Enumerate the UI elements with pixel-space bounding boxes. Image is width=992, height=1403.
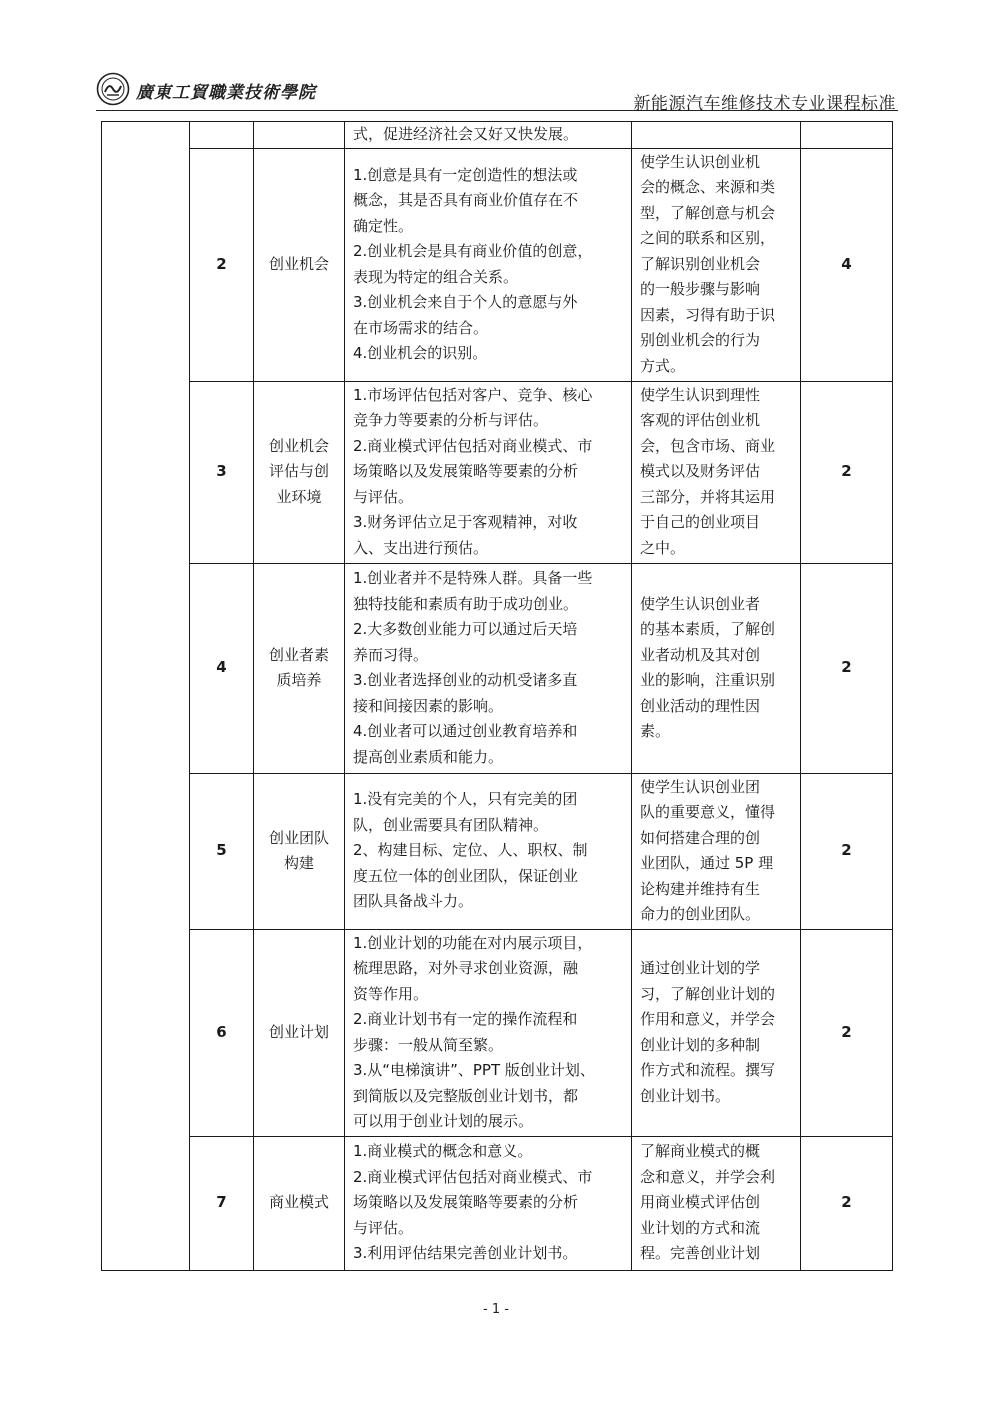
content-line: 3.财务评估立足于客观精神，对收 — [353, 513, 578, 532]
content-line: 1.商业模式的概念和意义。 — [353, 1142, 533, 1161]
num-cell — [190, 122, 254, 149]
module-cell — [102, 122, 190, 1271]
content-line: 队，创业需要具有团队精神。 — [353, 815, 549, 834]
goal-line: 会的概念、来源和类 — [640, 178, 776, 197]
content-line: 在市场需求的结合。 — [353, 318, 489, 337]
item-goal — [632, 563, 801, 773]
content-line: 养而习得。 — [353, 645, 429, 664]
goal-line: 通过创业计划的学 — [640, 959, 761, 977]
school-name: 廣東工貿職業技術學院 — [136, 83, 316, 103]
goal-line: 业的影响，注重识别 — [640, 671, 776, 689]
curriculum-table — [101, 121, 893, 1271]
item-title — [254, 148, 345, 381]
goal-line: 素。 — [640, 722, 671, 740]
goal-line: 客观的评估创业机 — [640, 411, 761, 430]
table-row — [102, 1136, 893, 1270]
item-content — [345, 148, 632, 381]
goal-line: 会，包含市场、商业 — [640, 436, 776, 455]
hours-cell — [801, 122, 893, 149]
content-line: 3.创业者选择创业的动机受诸多直 — [353, 671, 578, 689]
page-header — [96, 70, 898, 114]
goal-line: 方式。 — [640, 356, 686, 375]
goal-line: 于自己的创业项目 — [640, 513, 761, 532]
title-line: 创业者素 — [268, 645, 329, 664]
goal-line: 习，了解创业计划的 — [640, 984, 776, 1003]
goal-line: 业团队，通过 5P 理 — [640, 854, 774, 872]
item-number: 6 — [190, 929, 254, 1136]
goal-line: 业者动机及其对创 — [640, 645, 761, 664]
goal-line: 创业计划的多种制 — [640, 1035, 761, 1054]
content-line: 到简版以及完整版创业计划书，都 — [353, 1086, 579, 1105]
content-line: 式，促进经济社会又好又快发展。 — [353, 125, 579, 143]
item-title — [254, 381, 345, 563]
content-line: 接和间接因素的影响。 — [353, 696, 504, 715]
title-line: 业环境 — [276, 487, 322, 506]
content-line: 概念，其是否具有商业价值存在不 — [353, 191, 579, 209]
content-line: 2.商业计划书有一定的操作流程和 — [353, 1010, 578, 1028]
content-line: 可以用于创业计划的展示。 — [353, 1112, 534, 1130]
goal-line: 使学生认识创业机 — [640, 152, 761, 171]
title-line: 质培养 — [276, 671, 322, 689]
goal-line: 队的重要意义，懂得 — [640, 803, 776, 821]
content-line: 步骤：一般从简至繁。 — [353, 1035, 504, 1054]
title-line: 创业机会 — [268, 436, 329, 455]
content-line: 1.创意是具有一定创造性的想法或 — [353, 165, 578, 184]
page-number: - 1 - — [483, 1302, 509, 1317]
content-line: 与评估。 — [353, 487, 414, 506]
content-line: 入、支出进行预估。 — [353, 538, 489, 557]
goal-line: 业计划的方式和流 — [640, 1218, 761, 1237]
content-line: 2.大多数创业能力可以通过后天培 — [353, 620, 578, 638]
item-title — [254, 773, 345, 929]
item-title — [254, 929, 345, 1136]
goal-line: 如何搭建合理的创 — [640, 828, 761, 847]
item-title — [254, 563, 345, 773]
content-line: 场策略以及发展策略等要素的分析 — [353, 462, 579, 481]
goal-line: 使学生认识创业团 — [640, 777, 761, 796]
course-title: 新能源汽车维修技术专业课程标准 — [633, 94, 896, 114]
goal-line: 三部分，并将其运用 — [640, 487, 776, 506]
goal-line: 了解识别创业机会 — [640, 254, 761, 273]
goal-line: 使学生认识创业者 — [640, 594, 761, 613]
item-content — [345, 381, 632, 563]
item-hours: 2 — [801, 381, 893, 563]
item-content — [345, 773, 632, 929]
goal-line: 创业计划书。 — [640, 1086, 731, 1105]
item-number: 3 — [190, 381, 254, 563]
item-hours: 2 — [801, 929, 893, 1136]
item-number: 2 — [190, 148, 254, 381]
content-line: 独特技能和素质有助于成功创业。 — [353, 594, 579, 613]
goal-line: 的基本素质，了解创 — [640, 620, 776, 638]
goal-line: 念和意义，并学会利 — [640, 1167, 776, 1186]
content-line: 表现为特定的组合关系。 — [353, 267, 519, 286]
table-row — [102, 929, 893, 1136]
table-row — [102, 563, 893, 773]
content-line: 提高创业素质和能力。 — [353, 747, 504, 766]
goal-line: 命力的创业团队。 — [640, 905, 761, 923]
content-line: 团队具备战斗力。 — [353, 892, 474, 911]
goal-line: 之间的联系和区别， — [640, 229, 776, 248]
goal-line: 论构建并维持有生 — [640, 879, 761, 898]
title-line: 创业计划 — [268, 1022, 329, 1041]
header-divider — [96, 110, 898, 111]
content-line: 场策略以及发展策略等要素的分析 — [353, 1193, 579, 1212]
content-line: 3.从“电梯演讲”、PPT 版创业计划、 — [353, 1061, 595, 1079]
title-line: 商业模式 — [268, 1193, 329, 1212]
goal-line: 的一般步骤与影响 — [640, 280, 761, 299]
content-line: 3.利用评估结果完善创业计划书。 — [353, 1244, 578, 1263]
content-line: 1.没有完美的个人，只有完美的团 — [353, 790, 578, 809]
title-cell — [254, 122, 345, 149]
goal-line: 创业活动的理性因 — [640, 696, 761, 715]
table-row — [102, 773, 893, 929]
content-line: 1.市场评估包括对客户、竞争、核心 — [353, 385, 593, 404]
item-goal — [632, 381, 801, 563]
title-line: 评估与创 — [268, 462, 329, 481]
table-row — [102, 381, 893, 563]
item-content — [345, 563, 632, 773]
item-goal — [632, 929, 801, 1136]
content-line: 与评估。 — [353, 1218, 414, 1237]
item-content — [345, 929, 632, 1136]
content-line: 梳理思路，对外寻求创业资源，融 — [353, 959, 579, 977]
item-number: 7 — [190, 1136, 254, 1270]
goal-line: 使学生认识到理性 — [640, 385, 761, 404]
goal-line: 了解商业模式的概 — [640, 1142, 761, 1161]
title-line: 创业团队 — [268, 828, 329, 847]
content-line: 2、构建目标、定位、人、职权、制 — [353, 841, 588, 860]
content-line: 2.商业模式评估包括对商业模式、市 — [353, 1167, 593, 1186]
content-line: 4.创业机会的识别。 — [353, 344, 488, 362]
table-row — [102, 148, 893, 381]
goal-line: 型，了解创意与机会 — [640, 203, 776, 222]
school-logo-icon — [96, 72, 130, 106]
item-content — [345, 1136, 632, 1270]
item-goal — [632, 1136, 801, 1270]
content-line: 资等作用。 — [353, 984, 429, 1003]
content-line: 确定性。 — [353, 216, 414, 235]
item-hours: 2 — [801, 1136, 893, 1270]
item-goal — [632, 773, 801, 929]
content-line: 2.商业模式评估包括对商业模式、市 — [353, 436, 593, 455]
goal-line: 作方式和流程。撰写 — [640, 1061, 776, 1079]
goal-line: 模式以及财务评估 — [640, 462, 761, 481]
item-hours: 2 — [801, 773, 893, 929]
item-number: 4 — [190, 563, 254, 773]
goal-line: 之中。 — [640, 538, 686, 557]
goal-line: 别创业机会的行为 — [640, 331, 761, 350]
item-goal — [632, 148, 801, 381]
title-line: 创业机会 — [268, 254, 329, 273]
goal-line: 因素，习得有助于识 — [640, 305, 776, 324]
content-line: 4.创业者可以通过创业教育培养和 — [353, 722, 578, 740]
item-number: 5 — [190, 773, 254, 929]
title-line: 构建 — [283, 854, 314, 872]
goal-line: 程。完善创业计划 — [640, 1244, 761, 1263]
goal-line: 作用和意义，并学会 — [640, 1010, 776, 1028]
content-line: 竞争力等要素的分析与评估。 — [353, 411, 549, 430]
goal-line: 用商业模式评估创 — [640, 1193, 761, 1212]
content-line: 1.创业者并不是特殊人群。具备一些 — [353, 569, 593, 587]
item-hours: 4 — [801, 148, 893, 381]
item-hours: 2 — [801, 563, 893, 773]
item-title — [254, 1136, 345, 1270]
content-line: 1.创业计划的功能在对内展示项目， — [353, 933, 593, 952]
continuation-row — [102, 122, 893, 149]
content-line: 度五位一体的创业团队，保证创业 — [353, 866, 579, 885]
content-line: 2.创业机会是具有商业价值的创意， — [353, 242, 593, 260]
content-cell — [345, 122, 632, 149]
goal-cell — [632, 122, 801, 149]
content-line: 3.创业机会来自于个人的意愿与外 — [353, 293, 578, 311]
